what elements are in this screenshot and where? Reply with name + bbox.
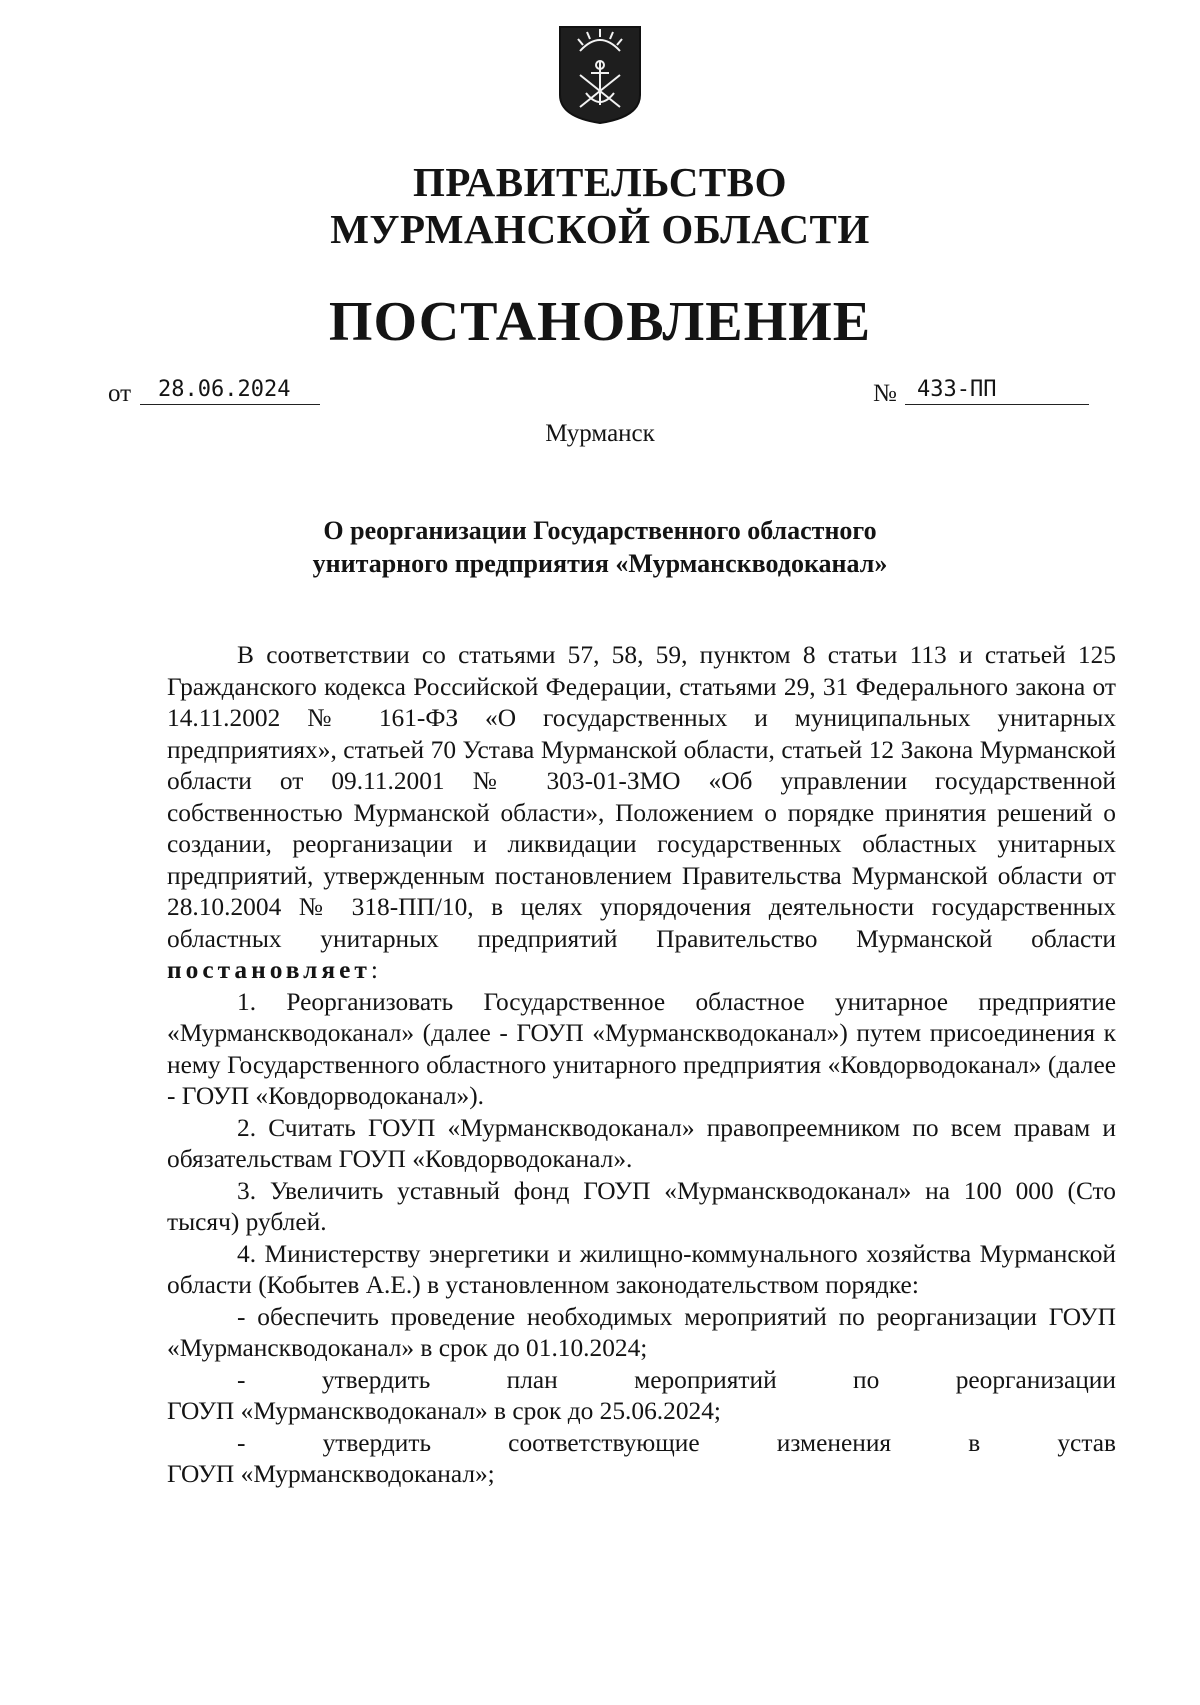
sub-item-2-word: план bbox=[506, 1365, 558, 1394]
decree-word: постановляет bbox=[167, 956, 371, 984]
coat-of-arms-icon bbox=[558, 25, 642, 125]
sub-item-2-word: мероприятий bbox=[634, 1365, 777, 1394]
government-name-line2: МУРМАНСКОЙ ОБЛАСТИ bbox=[330, 206, 870, 252]
preamble-text: В соответствии со статьями 57, 58, 59, пунктом 8 статьи 113 и статьей 125 Гражданского кодекса Российской Федерации, статьями 29, 31 Федерального закона от 14.11.2002 № 161-ФЗ «О государственных и муниципальных унитарных предприятиях», статьей 70 Устава Мурманской области, статьей 12 Закона Мурманской области от 09.11.2001 № 303-01-ЗМО «Об управлении государственной собственностью Мурманской области», Положением о порядке принятия решений о создании, реорганизации и ликвидации государственных областных унитарных предприятий, утвержденным постановлением Правительства Мурманской области от 28.10.2004 № 318-ПП/10, в целях упорядочения деятельности государственных областных унитарных предприятий Правительство Мурманской области bbox=[167, 641, 1116, 953]
sub-item-2-tail: ГОУП «Мурманскводоканал» в срок до 25.06.2024; bbox=[167, 1397, 721, 1425]
sub-item-2-word: по bbox=[853, 1365, 880, 1394]
sub-item-3-word: утвердить bbox=[322, 1428, 432, 1457]
sub-item-2 bbox=[167, 1365, 1116, 1428]
subject-line1: О реорганизации Государственного областного bbox=[323, 516, 877, 545]
subject-line2: унитарного предприятия «Мурманскводоканал» bbox=[312, 549, 888, 578]
government-name-line1: ПРАВИТЕЛЬСТВО bbox=[412, 159, 788, 205]
sub-item-3 bbox=[167, 1428, 1116, 1491]
sub-item-3-word: соответствующие bbox=[508, 1428, 700, 1457]
decree-colon: : bbox=[370, 956, 378, 984]
item-3: 3. Увеличить уставный фонд ГОУП «Мурманскводоканал» на 100 000 (Сто тысяч) рублей. bbox=[167, 1176, 1116, 1236]
date-label: от bbox=[108, 380, 132, 407]
sub-item-3-line bbox=[167, 1428, 1116, 1460]
document-body bbox=[167, 640, 1116, 1491]
preamble-paragraph bbox=[167, 640, 1116, 987]
sub-item-2-word: реорганизации bbox=[955, 1365, 1116, 1394]
sub-item-3-word: в bbox=[968, 1428, 981, 1457]
sub-item-1: - обеспечить проведение необходимых мероприятий по реорганизации ГОУП «Мурманскводоканал» в срок до 01.10.2024; bbox=[167, 1302, 1116, 1362]
item-2: 2. Считать ГОУП «Мурманскводоканал» правопреемником по всем правам и обязательствам ГОУП «Ковдорводоканал». bbox=[167, 1113, 1116, 1173]
sub-item-2-word: утвердить bbox=[321, 1365, 431, 1394]
sub-item-3-word: - bbox=[237, 1428, 246, 1457]
document-date: 28.06.2024 bbox=[140, 376, 320, 405]
item-1: 1. Реорганизовать Государственное областное унитарное предприятие «Мурманскводоканал» (далее - ГОУП «Мурманскводоканал») путем присоединения к нему Государственного областного унитарного предприятия «Ковдорводоканал» (далее - ГОУП «Ковдорводоканал»). bbox=[167, 987, 1116, 1110]
sub-item-2-word: - bbox=[237, 1365, 246, 1394]
sub-item-3-word: устав bbox=[1057, 1428, 1116, 1457]
item-4: 4. Министерству энергетики и жилищно-коммунального хозяйства Мурманской области (Кобытев А.Е.) в установленном законодательством порядке: bbox=[167, 1239, 1116, 1299]
sub-item-3-tail: ГОУП «Мурманскводоканал»; bbox=[167, 1460, 495, 1488]
sub-item-3-word: изменения bbox=[776, 1428, 892, 1457]
city-name: Мурманск bbox=[545, 420, 655, 447]
document-type-title: ПОСТАНОВЛЕНИЕ bbox=[328, 291, 872, 353]
document-number: 433-ПП bbox=[905, 376, 1089, 405]
sub-item-2-line bbox=[167, 1365, 1116, 1397]
number-label: № bbox=[873, 380, 897, 407]
